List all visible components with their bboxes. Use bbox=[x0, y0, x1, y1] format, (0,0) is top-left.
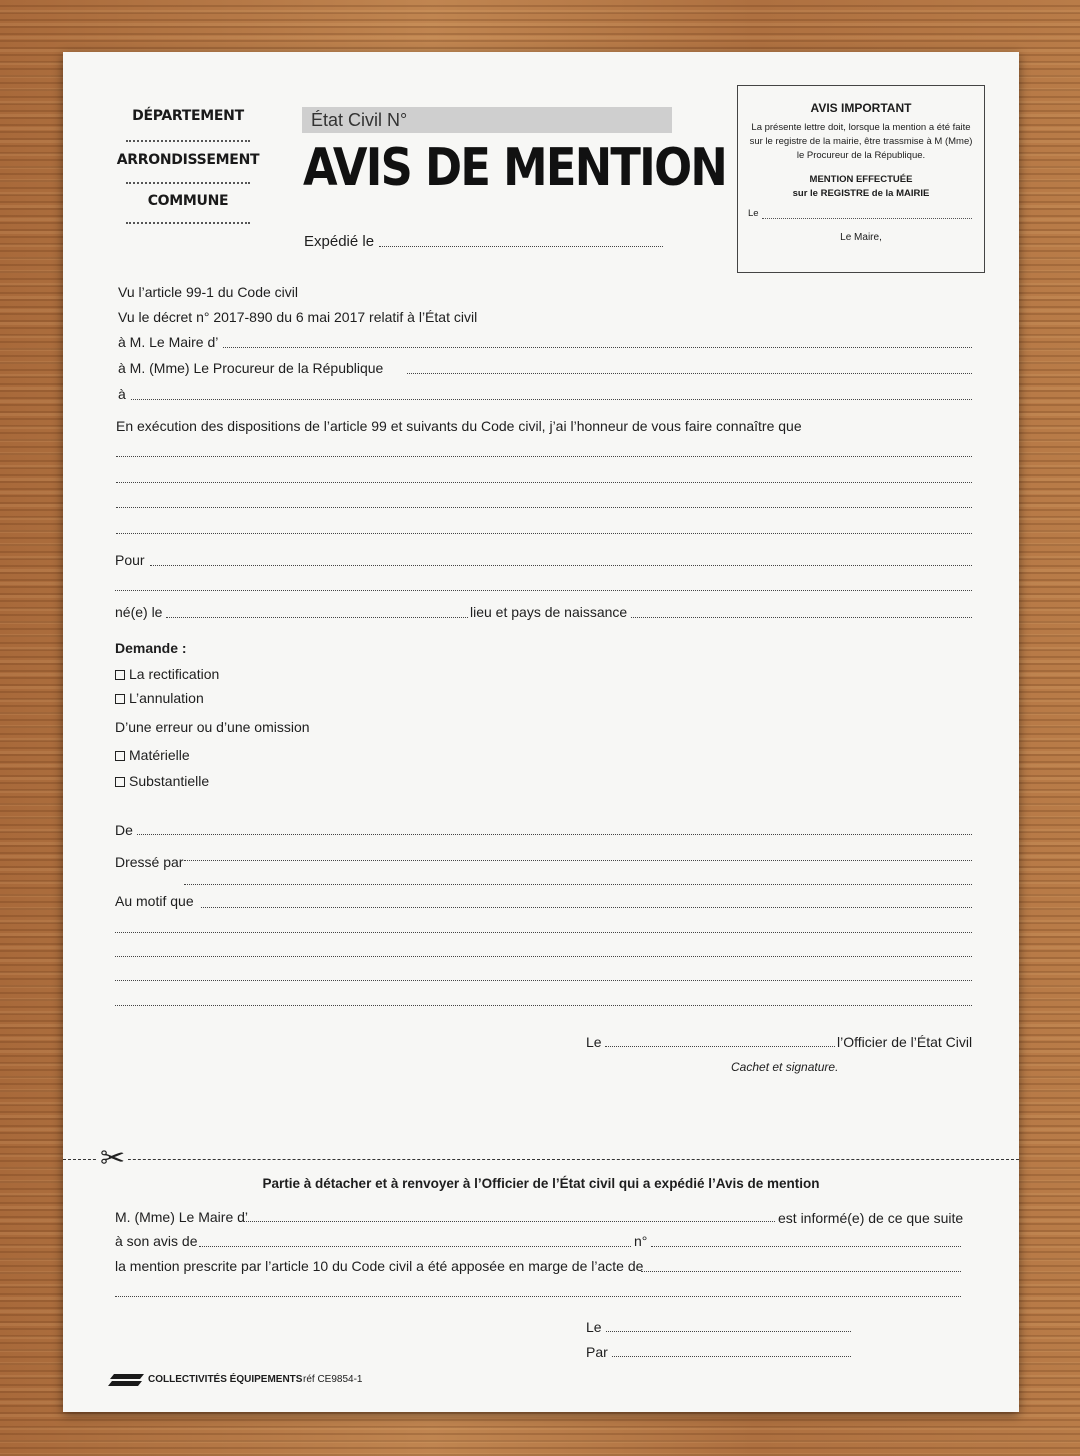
mention-text: la mention prescrite par l’article 10 du Code civil a été apposée en marge de l’acte de bbox=[115, 1258, 644, 1274]
mention-effectuee bbox=[738, 173, 984, 201]
a-label: à bbox=[118, 386, 126, 402]
commune-label: COMMUNE bbox=[147, 193, 229, 209]
signature-le-label: Le bbox=[586, 1034, 602, 1050]
vu-decret-text: Vu le décret n° 2017-890 du 6 mai 2017 relatif à l’État civil bbox=[118, 309, 478, 325]
procureur-field[interactable] bbox=[407, 373, 972, 374]
annulation-label: L’annulation bbox=[129, 690, 204, 706]
expedie-label: Expédié le bbox=[304, 233, 375, 250]
rectification-checkbox[interactable] bbox=[115, 670, 125, 680]
execution-line-4[interactable] bbox=[116, 533, 972, 534]
reference-code: réf CE9854-1 bbox=[303, 1374, 363, 1385]
avis-maire-label: Le Maire, bbox=[840, 232, 882, 243]
dresse-par-label: Dressé par bbox=[115, 854, 184, 870]
detach-par-label: Par bbox=[586, 1344, 608, 1360]
expedie-field[interactable] bbox=[379, 246, 663, 247]
execution-line-1[interactable] bbox=[116, 456, 972, 457]
annulation-option[interactable] bbox=[115, 689, 204, 707]
maire-label: à M. Le Maire d’ bbox=[118, 334, 219, 350]
avis-le-label: Le bbox=[748, 208, 759, 219]
arrondissement-label: ARRONDISSEMENT bbox=[116, 152, 260, 168]
avis-important-text: La présente lettre doit, lorsque la mention a été faite sur le registre de la mairie, être trassmise à M (Mme) le Procureur de la République. bbox=[749, 122, 973, 161]
mention-line-2[interactable] bbox=[115, 1296, 961, 1297]
detach-le-field[interactable] bbox=[606, 1331, 851, 1332]
cut-line bbox=[63, 1159, 1019, 1160]
motif-field[interactable] bbox=[201, 907, 972, 908]
informe-label: est informé(e) de ce que suite bbox=[778, 1210, 964, 1226]
son-avis-label: à son avis de bbox=[115, 1233, 198, 1249]
cachet-text: Cachet et signature. bbox=[731, 1060, 839, 1074]
brand-logo-icon bbox=[108, 1374, 144, 1386]
motif-label: Au motif que bbox=[115, 893, 194, 909]
numero-label: n° bbox=[634, 1233, 648, 1249]
commune-field[interactable] bbox=[126, 222, 250, 224]
mention-effectuee-line2: sur le REGISTRE de la MAIRIE bbox=[792, 188, 930, 199]
numero-field[interactable] bbox=[651, 1246, 961, 1247]
materielle-checkbox[interactable] bbox=[115, 751, 125, 761]
lieu-field[interactable] bbox=[631, 617, 972, 618]
signature-date-field[interactable] bbox=[605, 1046, 835, 1047]
materielle-label: Matérielle bbox=[129, 747, 190, 763]
annulation-checkbox[interactable] bbox=[115, 694, 125, 704]
execution-text: En exécution des dispositions de l’article 99 et suivants du Code civil, j’ai l’honneur de vous faire connaître que bbox=[116, 418, 802, 434]
avis-le-field[interactable] bbox=[762, 218, 972, 219]
demande-heading: Demande : bbox=[115, 640, 187, 656]
dresse-par-field[interactable] bbox=[184, 860, 972, 861]
scissors-icon: ✂ bbox=[97, 1144, 128, 1174]
substantielle-checkbox[interactable] bbox=[115, 777, 125, 787]
execution-line-3[interactable] bbox=[116, 507, 972, 508]
page-title: AVIS DE MENTION bbox=[303, 138, 727, 198]
brand-name: COLLECTIVITÉS ÉQUIPEMENTS bbox=[148, 1374, 303, 1385]
officier-label: l’Officier de l’État Civil bbox=[837, 1034, 973, 1050]
avis-important-box bbox=[737, 85, 985, 273]
vu-article-text: Vu l’article 99-1 du Code civil bbox=[118, 284, 299, 300]
detach-maire-label: M. (Mme) Le Maire d’ bbox=[115, 1209, 249, 1225]
son-avis-field[interactable] bbox=[199, 1246, 631, 1247]
departement-label: DÉPARTEMENT bbox=[132, 108, 244, 124]
materielle-option[interactable] bbox=[115, 746, 190, 764]
execution-line-2[interactable] bbox=[116, 482, 972, 483]
rectification-option[interactable] bbox=[115, 665, 219, 683]
nee-le-label: né(e) le bbox=[115, 604, 163, 620]
substantielle-option[interactable] bbox=[115, 772, 209, 790]
motif-line-5[interactable] bbox=[115, 1005, 972, 1006]
detach-maire-field[interactable] bbox=[243, 1221, 775, 1222]
detach-title: Partie à détacher et à renvoyer à l’Officier de l’État civil qui a expédié l’Avis de mention bbox=[262, 1176, 820, 1191]
rectification-label: La rectification bbox=[129, 666, 220, 682]
maire-field[interactable] bbox=[223, 347, 972, 348]
erreur-text: D’une erreur ou d’une omission bbox=[115, 719, 310, 735]
procureur-label: à M. (Mme) Le Procureur de la République bbox=[118, 360, 384, 376]
detach-par-field[interactable] bbox=[612, 1356, 851, 1357]
mention-effectuee-line1: MENTION EFFECTUÉE bbox=[809, 174, 913, 185]
dresse-par-line-2[interactable] bbox=[184, 884, 972, 885]
avis-important-title: AVIS IMPORTANT bbox=[810, 101, 912, 115]
detach-le-label: Le bbox=[586, 1319, 602, 1335]
pour-field[interactable] bbox=[150, 565, 972, 566]
a-field[interactable] bbox=[131, 399, 972, 400]
pour-line-2[interactable] bbox=[115, 590, 972, 591]
motif-line-2[interactable] bbox=[115, 932, 972, 933]
lieu-label: lieu et pays de naissance bbox=[470, 604, 628, 620]
form-sheet bbox=[63, 52, 1019, 1412]
substantielle-label: Substantielle bbox=[129, 773, 210, 789]
mention-field[interactable] bbox=[641, 1271, 961, 1272]
de-field[interactable] bbox=[137, 834, 972, 835]
nee-le-field[interactable] bbox=[166, 617, 468, 618]
etat-civil-number-field[interactable]: État Civil N° bbox=[302, 107, 672, 133]
de-label: De bbox=[115, 822, 133, 838]
pour-label: Pour bbox=[115, 552, 145, 568]
motif-line-3[interactable] bbox=[115, 956, 972, 957]
motif-line-4[interactable] bbox=[115, 980, 972, 981]
departement-field[interactable] bbox=[126, 140, 250, 142]
arrondissement-field[interactable] bbox=[126, 182, 250, 184]
